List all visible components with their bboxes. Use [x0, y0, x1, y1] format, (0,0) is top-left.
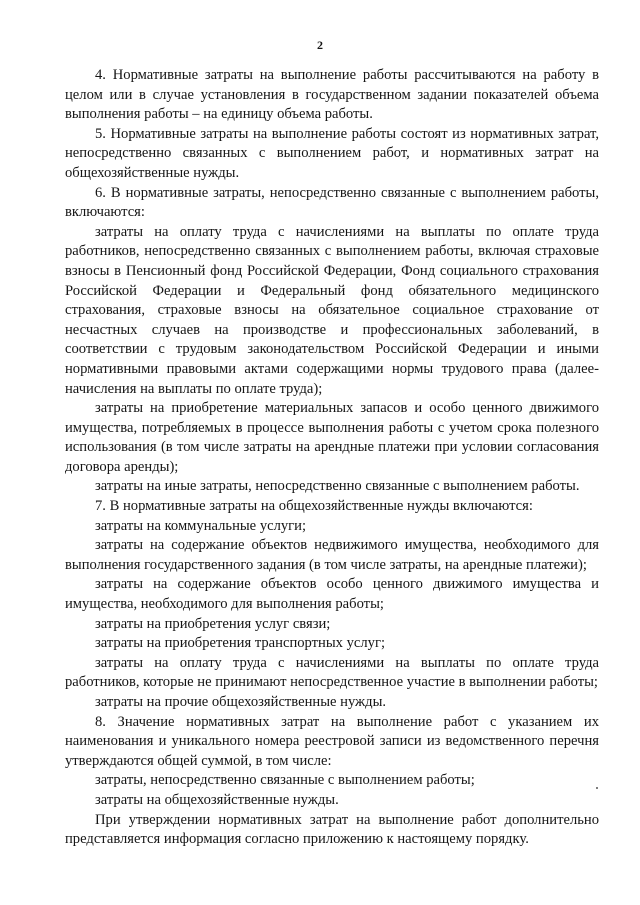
paragraph-4: 4. Нормативные затраты на выполнение работы рассчитываются на работу в целом или в случае установления в государственном задании показателей объема выполнения работы – на единицу объема работы. [65, 67, 599, 123]
paragraph-7-utilities: затраты на коммунальные услуги; [95, 517, 307, 534]
paragraph-7-labor-indirect: затраты на оплату труда с начислениями на выплаты по оплате труда работников, которые не принимают непосредственное участие в выполнении работы; [65, 654, 599, 691]
paragraph-5: 5. Нормативные затраты на выполнение работы состоят из нормативных затрат, непосредственно связанных с выполнением работ, и нормативных затрат на общехозяйственные нужды. [65, 125, 599, 181]
paragraph-7-transport: затраты на приобретения транспортных услуг; [95, 635, 385, 652]
paragraph-closing: При утверждении нормативных затрат на выполнение работ дополнительно представляется информация согласно приложению к настоящему порядку. [65, 811, 599, 848]
document-body [65, 66, 599, 850]
paragraph-6-materials-costs: затраты на приобретение материальных запасов и особо ценного движимого имущества, потребляемых в процессе выполнения работы с учетом срока полезного использования (в том числе затраты на арендные платежи при условии согласования договора аренды); [65, 400, 599, 475]
paragraph-8-general-costs: затраты на общехозяйственные нужды. [95, 791, 339, 808]
paragraph-6: 6. В нормативные затраты, непосредственно связанные с выполнением работы, включаются: [65, 184, 599, 221]
paragraph-8: 8. Значение нормативных затрат на выполнение работ с указанием их наименования и уникального номера реестровой записи из ведомственного перечня утверждаются общей суммой, в том числе: [65, 713, 599, 769]
paragraph-6-labor-costs: затраты на оплату труда с начислениями на выплаты по оплате труда работников, непосредственно связанных с выполнением работы, включая страховые взносы в Пенсионный фонд Российской Федерации, Фонд социального страхования Российской Федерации и Федеральный фонд обязательного медицинского страхования, страховые взносы на обязательное социальное страхование от несчастных случаев на производстве и профессиональных заболеваний, в соответствии с трудовым законодательством Российской Федерации и иными нормативными правовыми актами содержащими нормы трудового права (далее-начисления на выплаты по оплате труда); [65, 223, 599, 397]
paragraph-6-other-costs: затраты на иные затраты, непосредственно связанные с выполнением работы. [95, 478, 580, 495]
paragraph-7-movable-property: затраты на содержание объектов особо ценного движимого имущества и имущества, необходимого для выполнения работы; [65, 576, 599, 613]
paragraph-7-real-estate: затраты на содержание объектов недвижимого имущества, необходимого для выполнения государственного задания (в том числе затраты, на арендные платежи); [65, 537, 599, 573]
paragraph-7-other-needs: затраты на прочие общехозяйственные нужды. [95, 694, 387, 710]
paragraph-8-direct-costs: затраты, непосредственно связанные с выполнением работы; [95, 772, 475, 789]
scan-speck [596, 787, 598, 789]
paragraph-7-communication: затраты на приобретения услуг связи; [95, 615, 331, 632]
paragraph-7: 7. В нормативные затраты на общехозяйственные нужды включаются: [95, 498, 533, 515]
page-number: 2 [317, 38, 323, 52]
